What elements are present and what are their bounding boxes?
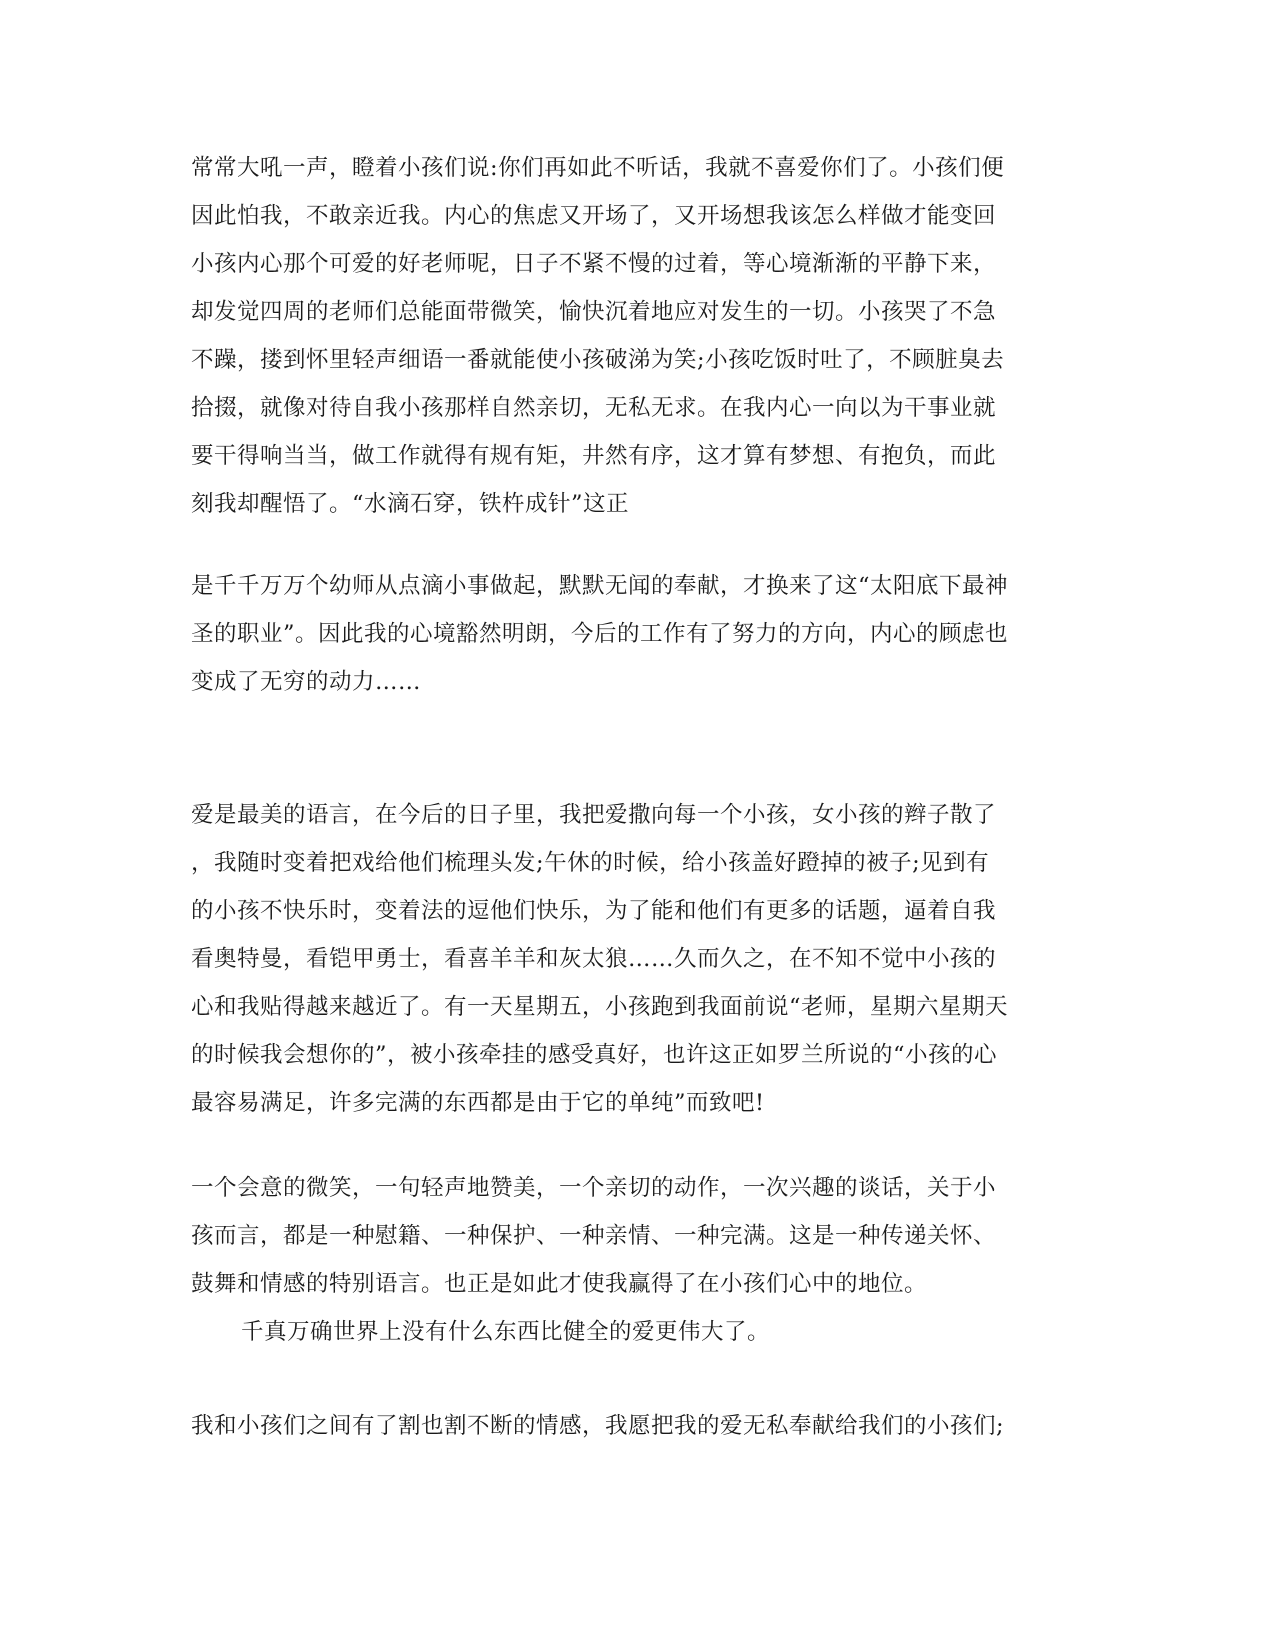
paragraph-3	[191, 791, 1081, 1127]
text-line: 的时候我会想你的”，被小孩牵挂的感受真好，也许这正如罗兰所说的“小孩的心	[191, 1042, 998, 1068]
text-line: 小孩内心那个可爱的好老师呢，日子不紧不慢的过着，等心境渐渐的平静下来，	[191, 251, 997, 277]
text-line: 孩而言，都是一种慰籍、一种保护、一种亲情、一种完满。这是一种传递关怀、	[191, 1223, 997, 1249]
text-line: 心和我贴得越来越近了。有一天星期五，小孩跑到我面前说“老师，星期六星期天	[191, 994, 1009, 1020]
text-line: 不躁，搂到怀里轻声细语一番就能使小孩破涕为笑;小孩吃饭时吐了，不顾脏臭去	[191, 347, 1005, 373]
text-line: 刻我却醒悟了。“水滴石穿，铁杵成针”这正	[191, 491, 630, 517]
text-line: 却发觉四周的老师们总能面带微笑，愉快沉着地应对发生的一切。小孩哭了不急	[191, 299, 997, 325]
text-line: 是千千万万个幼师从点滴小事做起，默默无闻的奉献，才换来了这“太阳底下最神	[191, 573, 1009, 599]
text-line: 常常大吼一声，瞪着小孩们说:你们再如此不听话，我就不喜爱你们了。小孩们便	[191, 155, 1005, 181]
text-line: 一个会意的微笑，一句轻声地赞美，一个亲切的动作，一次兴趣的谈话，关于小	[191, 1175, 997, 1201]
text-line: 变成了无穷的动力……	[191, 669, 422, 695]
text-line: 看奥特曼，看铠甲勇士，看喜羊羊和灰太狼……久而久之，在不知不觉中小孩的	[191, 946, 997, 972]
text-line: 的小孩不快乐时，变着法的逗他们快乐，为了能和他们有更多的话题，逼着自我	[191, 898, 997, 924]
text-line: 因此怕我，不敢亲近我。内心的焦虑又开场了，又开场想我该怎么样做才能变回	[191, 203, 997, 229]
text-line: 圣的职业”。因此我的心境豁然明朗，今后的工作有了努力的方向，内心的顾虑也	[191, 621, 1009, 647]
paragraph-1	[191, 144, 1081, 528]
paragraph-2	[191, 562, 1081, 706]
text-line: 爱是最美的语言，在今后的日子里，我把爱撒向每一个小孩，女小孩的辫子散了	[191, 802, 997, 828]
text-line-indented: 千真万确世界上没有什么东西比健全的爱更伟大了。	[241, 1319, 771, 1345]
text-line: 拾掇，就像对待自我小孩那样自然亲切，无私无求。在我内心一向以为干事业就	[191, 395, 997, 421]
paragraph-4	[191, 1164, 1081, 1356]
text-line: ，我随时变着把戏给他们梳理头发;午休的时候，给小孩盖好蹬掉的被子;见到有	[191, 850, 990, 876]
text-line: 要干得响当当，做工作就得有规有矩，井然有序，这才算有梦想、有抱负，而此	[191, 443, 997, 469]
text-line: 我和小孩们之间有了割也割不断的情感，我愿把我的爱无私奉献给我们的小孩们;	[191, 1413, 1005, 1439]
text-line: 鼓舞和情感的特别语言。也正是如此才使我赢得了在小孩们心中的地位。	[191, 1271, 928, 1297]
text-line: 最容易满足，许多完满的东西都是由于它的单纯”而致吧!	[191, 1090, 765, 1116]
paragraph-5	[191, 1402, 1081, 1450]
